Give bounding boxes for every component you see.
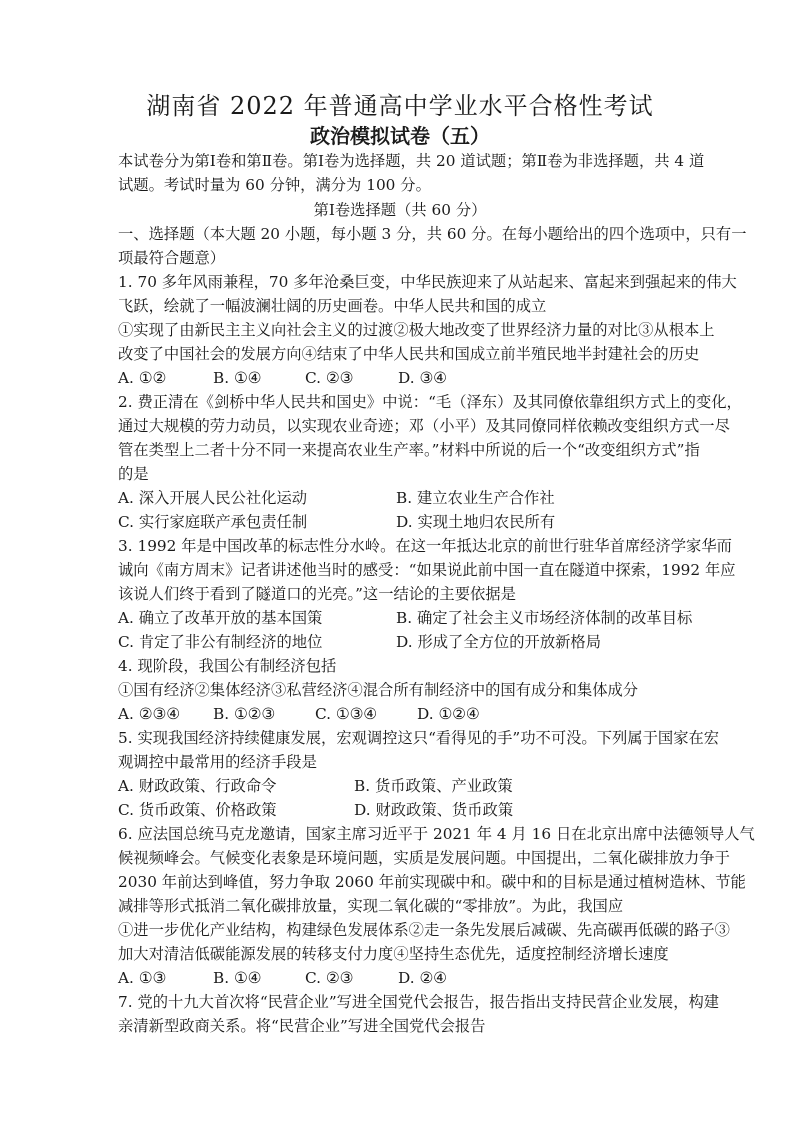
q6-option-c: C. ②③ bbox=[305, 969, 354, 987]
q6-stem-line: 6. 应法国总统马克龙邀请，国家主席习近平于 2021 年 4 月 16 日在北京出席中法德领导人气 bbox=[118, 825, 755, 843]
q1-option-a: A. ①② bbox=[118, 369, 167, 387]
q2-option-c: C. 实行家庭联产承包责任制 bbox=[118, 513, 308, 531]
q4-stem-line: 4. 现阶段，我国公有制经济包括 bbox=[118, 657, 337, 675]
q6-option-d: D. ②④ bbox=[398, 969, 447, 987]
q7-stem-line: 7. 党的十九大首次将“民营企业”写进全国党代会报告，报告指出支持民营企业发展，构建 bbox=[118, 993, 720, 1011]
q2-option-d: D. 实现土地归农民所有 bbox=[396, 513, 556, 531]
q5-option-d: D. 财政政策、货币政策 bbox=[354, 801, 514, 819]
q3-stem-line: 该说人们终于看到了隧道口的光亮。”这一结论的主要依据是 bbox=[118, 585, 516, 603]
q6-option-b: B. ①④ bbox=[213, 969, 262, 987]
intro-line: 本试卷分为第Ⅰ卷和第Ⅱ卷。第Ⅰ卷为选择题，共 20 道试题；第Ⅱ卷为非选择题，共 4 道 bbox=[118, 152, 705, 170]
q1-option-b: B. ①④ bbox=[213, 369, 262, 387]
q5-stem-line: 观调控中最常用的经济手段是 bbox=[118, 753, 317, 771]
q2-stem-line: 管在类型上二者十分不同一来提高农业生产率。”材料中所说的后一个“改变组织方式”指 bbox=[118, 441, 700, 459]
q3-option-d: D. 形成了全方位的开放新格局 bbox=[396, 633, 602, 651]
intro-line: 试题。考试时量为 60 分钟，满分为 100 分。 bbox=[118, 176, 431, 194]
page-subtitle: 政治模拟试卷（五） bbox=[310, 124, 490, 148]
q2-option-b: B. 建立农业生产合作社 bbox=[396, 489, 555, 507]
q3-option-a: A. 确立了改革开放的基本国策 bbox=[118, 609, 323, 627]
q1-option-c: C. ②③ bbox=[305, 369, 354, 387]
section-instruction: 项最符合题意） bbox=[118, 249, 226, 267]
q5-option-a: A. 财政政策、行政命令 bbox=[118, 777, 277, 795]
q2-stem-line: 2. 费正清在《剑桥中华人民共和国史》中说：“毛（泽东）及其同僚依靠组织方式上的变化， bbox=[118, 393, 742, 411]
section-title: 第Ⅰ卷选择题（共 60 分） bbox=[313, 201, 487, 219]
q2-stem-line: 的是 bbox=[118, 465, 149, 483]
q6-stem-line: 候视频峰会。气候变化表象是环境问题，实质是发展问题。中国提出，二氧化碳排放力争于 bbox=[118, 849, 730, 867]
q6-stem-line: ①进一步优化产业结构，构建绿色发展体系②走一条先发展后减碳、先高碳再低碳的路子③ bbox=[118, 921, 730, 939]
q4-stem-line: ①国有经济②集体经济③私营经济④混合所有制经济中的国有成分和集体成分 bbox=[118, 681, 639, 699]
section-instruction: 一、选择题（本大题 20 小题，每小题 3 分，共 60 分。在每小题给出的四个选项中，只有一 bbox=[118, 225, 747, 243]
q3-stem-line: 诚向《南方周末》记者讲述他当时的感受：“如果说此前中国一直在隧道中探索，1992 年应 bbox=[118, 561, 736, 579]
q4-option-d: D. ①②④ bbox=[417, 705, 480, 723]
page-title: 湖南省 2022 年普通高中学业水平合格性考试 bbox=[146, 92, 654, 120]
q4-option-b: B. ①②③ bbox=[213, 705, 276, 723]
q6-option-a: A. ①③ bbox=[118, 969, 167, 987]
q6-stem-line: 加大对清洁低碳能源发展的转移支付力度④坚持生态优先，适度控制经济增长速度 bbox=[118, 945, 669, 963]
q1-stem-line: 1. 70 多年风雨兼程，70 多年沧桑巨变，中华民族迎来了从站起来、富起来到强起来的伟大 bbox=[118, 273, 737, 291]
q2-option-a: A. 深入开展人民公社化运动 bbox=[118, 489, 308, 507]
q1-stem-line: ①实现了由新民主主义向社会主义的过渡②极大地改变了世界经济力量的对比③从根本上 bbox=[118, 321, 715, 339]
q1-option-d: D. ③④ bbox=[398, 369, 447, 387]
q2-stem-line: 通过大规模的劳力动员，以实现农业奇迹；邓（小平）及其同僚同样依赖改变组织方式一尽 bbox=[118, 417, 730, 435]
q3-option-b: B. 确定了社会主义市场经济体制的改革目标 bbox=[396, 609, 693, 627]
q5-option-c: C. 货币政策、价格政策 bbox=[118, 801, 277, 819]
q6-stem-line: 2030 年前达到峰值，努力争取 2060 年前实现碳中和。碳中和的目标是通过植树造林、节能 bbox=[118, 873, 746, 891]
q5-stem-line: 5. 实现我国经济持续健康发展，宏观调控这只“看得见的手”功不可没。下列属于国家在宏 bbox=[118, 729, 720, 747]
q4-option-c: C. ①③④ bbox=[315, 705, 378, 723]
q1-stem-line: 飞跃，绘就了一幅波澜壮阔的历史画卷。中华人民共和国的成立 bbox=[118, 297, 547, 315]
q5-option-b: B. 货币政策、产业政策 bbox=[354, 777, 513, 795]
q1-stem-line: 改变了中国社会的发展方向④结束了中华人民共和国成立前半殖民地半封建社会的历史 bbox=[118, 345, 700, 363]
q4-option-a: A. ②③④ bbox=[118, 705, 180, 723]
q3-stem-line: 3. 1992 年是中国改革的标志性分水岭。在这一年抵达北京的前世行驻华首席经济学家华而 bbox=[118, 537, 732, 555]
q6-stem-line: 减排等形式抵消二氧化碳排放量，实现二氧化碳的“零排放”。为此，我国应 bbox=[118, 897, 624, 915]
q3-option-c: C. 肯定了非公有制经济的地位 bbox=[118, 633, 323, 651]
q7-stem-line: 亲清新型政商关系。将“民营企业”写进全国党代会报告 bbox=[118, 1017, 486, 1035]
